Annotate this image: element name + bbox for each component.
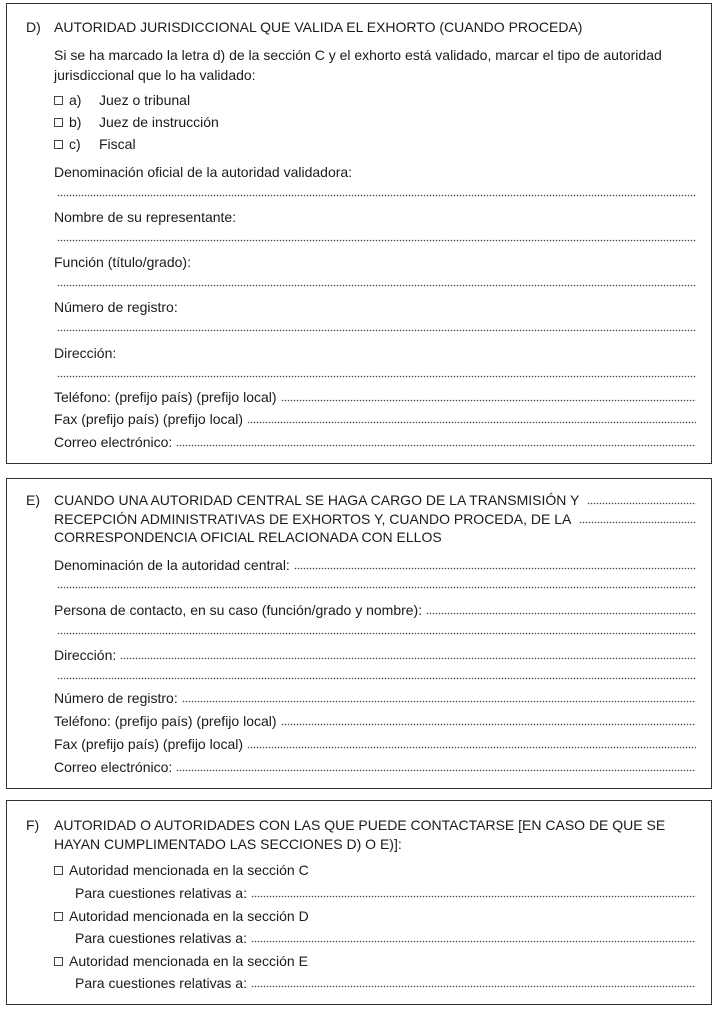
section-d-title: AUTORIDAD JURISDICCIONAL QUE VALIDA EL EXHORTO (CUANDO PROCEDA) [54,19,583,35]
section-d-intro-line2: jurisdiccional que lo ha validado: [54,67,256,83]
section-e-title-row2 [54,510,696,528]
option-b-label: Juez de instrucción [99,114,219,130]
f-item-e-label: Autoridad mencionada en la sección E [69,953,308,969]
option-c[interactable] [54,135,136,153]
option-c-label: Fiscal [99,136,136,152]
d-telefono-label: Teléfono: (prefijo país) (prefijo local) [54,389,277,405]
d-funcion-input[interactable] [57,284,696,288]
f-item-d-label: Autoridad mencionada en la sección D [69,908,309,924]
section-e-title-line2-dots [579,520,696,524]
section-e-box [6,478,712,789]
d-direccion-input[interactable] [57,375,696,379]
section-e-title-line1-dots [587,501,696,505]
e-fax-field[interactable] [54,735,696,753]
d-denominacion-input[interactable] [57,194,696,198]
f-item-c-label: Autoridad mencionada en la sección C [69,862,309,878]
e-contacto-input[interactable] [426,611,696,615]
d-fax-input[interactable] [247,420,696,424]
e-direccion-field[interactable] [54,646,696,664]
section-d-intro-line1: Si se ha marcado la letra d) de la sección C y el exhorto está validado, marcar el tipo de autoridad [54,47,662,63]
d-funcion-label: Función (título/grado): [54,254,191,270]
f-item-c-field[interactable] [75,884,696,902]
e-fax-input[interactable] [247,745,696,749]
e-contacto-field[interactable] [54,601,696,619]
e-telefono-input[interactable] [281,722,696,726]
e-contacto-input-2[interactable] [57,632,696,636]
f-item-c-input[interactable] [251,894,696,898]
e-correo-field[interactable] [54,758,696,776]
section-e-title-line2: RECEPCIÓN ADMINISTRATIVAS DE EXHORTOS Y, CUANDO PROCEDA, DE LA [54,511,572,527]
d-fax-label: Fax (prefijo país) (prefijo local) [54,411,244,427]
e-denominacion-label: Denominación de la autoridad central: [54,557,290,573]
d-registro-label: Número de registro: [54,299,178,315]
d-telefono-input[interactable] [281,398,696,402]
option-a-key: a) [69,92,82,108]
d-denominacion-label: Denominación oficial de la autoridad validadora: [54,164,353,180]
option-a-label: Juez o tribunal [99,92,191,108]
section-e-title-row1 [54,491,696,509]
d-registro-input[interactable] [57,329,696,333]
f-item-c-sub: Para cuestiones relativas a: [75,885,247,901]
e-contacto-label: Persona de contacto, en su caso (función/grado y nombre): [54,602,423,618]
f-item-e-input[interactable] [251,984,696,988]
e-denominacion-input[interactable] [294,566,696,570]
f-checkbox-c[interactable] [54,866,63,875]
section-f-letter: F) [26,817,40,833]
checkbox-a[interactable] [54,96,63,105]
section-f-title-line1: AUTORIDAD O AUTORIDADES CON LAS QUE PUEDE CONTACTARSE [EN CASO DE QUE SE [54,817,666,833]
f-item-e-sub: Para cuestiones relativas a: [75,975,247,991]
f-checkbox-e[interactable] [54,957,63,966]
d-correo-input[interactable] [176,443,696,447]
e-correo-label: Correo electrónico: [54,759,173,775]
section-e-letter: E) [26,492,40,508]
section-f-title-line2: HAYAN CUMPLIMENTADO LAS SECCIONES D) O E)]: [54,836,402,852]
f-checkbox-d[interactable] [54,912,63,921]
e-fax-label: Fax (prefijo país) (prefijo local) [54,736,244,752]
checkbox-b[interactable] [54,118,63,127]
option-b[interactable] [54,113,219,131]
d-direccion-label: Dirección: [54,345,117,361]
section-e-title-line3: CORRESPONDENCIA OFICIAL RELACIONADA CON ELLOS [54,529,442,545]
section-f-box [6,800,712,1005]
f-item-d[interactable] [54,907,309,925]
e-correo-input[interactable] [176,768,696,772]
f-item-d-input[interactable] [251,939,696,943]
e-denominacion-field[interactable] [54,556,696,574]
e-denominacion-input-2[interactable] [57,586,696,590]
section-d-letter: D) [26,19,41,35]
section-d-box [6,3,712,464]
e-direccion-input[interactable] [120,656,696,660]
e-registro-input[interactable] [182,699,696,703]
d-representante-input[interactable] [57,239,696,243]
e-telefono-field[interactable] [54,712,696,730]
option-a[interactable] [54,91,190,109]
f-item-e[interactable] [54,952,308,970]
option-b-key: b) [69,114,82,130]
f-item-c[interactable] [54,861,309,879]
d-correo-label: Correo electrónico: [54,434,173,450]
e-direccion-input-2[interactable] [57,677,696,681]
f-item-d-field[interactable] [75,929,696,947]
section-e-title-line1: CUANDO UNA AUTORIDAD CENTRAL SE HAGA CARGO DE LA TRANSMISIÓN Y [54,492,580,508]
d-correo-field[interactable] [54,433,696,451]
d-fax-field[interactable] [54,410,696,428]
e-telefono-label: Teléfono: (prefijo país) (prefijo local) [54,713,277,729]
e-direccion-label: Dirección: [54,647,117,663]
f-item-d-sub: Para cuestiones relativas a: [75,930,247,946]
checkbox-c[interactable] [54,140,63,149]
e-registro-field[interactable] [54,689,696,707]
f-item-e-field[interactable] [75,974,696,992]
d-telefono-field[interactable] [54,388,696,406]
d-representante-label: Nombre de su representante: [54,209,237,225]
e-registro-label: Número de registro: [54,690,178,706]
option-c-key: c) [69,136,81,152]
